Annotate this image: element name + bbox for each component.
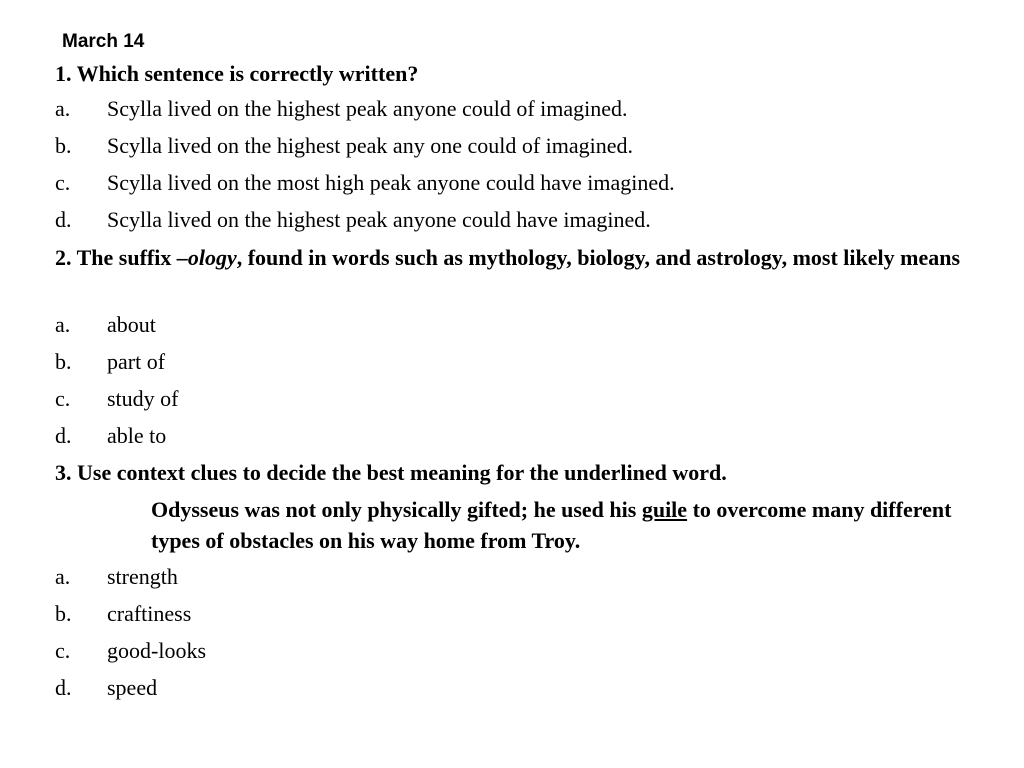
question-3-passage <box>151 494 1001 556</box>
option-text: speed <box>107 675 158 700</box>
option-text: good-looks <box>107 638 206 663</box>
option-text: Scylla lived on the most high peak anyone could have imagined. <box>107 170 675 195</box>
option-text: able to <box>107 423 167 448</box>
question-3-option-a <box>55 563 178 591</box>
prompt-text: , found in words such as mythology, biology, and astrology, most likely means <box>236 245 961 270</box>
option-text: about <box>107 312 156 337</box>
option-letter: d. <box>55 423 72 448</box>
option-letter: b. <box>55 601 72 626</box>
option-text: study of <box>107 386 179 411</box>
option-letter: c. <box>55 638 71 663</box>
suffix-term: –ology <box>176 245 237 270</box>
page-title: March 14 <box>62 31 145 52</box>
question-1-option-a <box>55 95 628 123</box>
option-letter: d. <box>55 207 72 232</box>
question-3-prompt: 3. Use context clues to decide the best meaning for the underlined word. <box>55 460 727 485</box>
option-text: strength <box>107 564 178 589</box>
question-1-option-c <box>55 169 675 197</box>
question-1-prompt: 1. Which sentence is correctly written? <box>55 61 419 86</box>
question-3-option-d <box>55 674 157 702</box>
option-letter: a. <box>55 96 71 121</box>
question-2-option-d <box>55 422 166 450</box>
option-text: Scylla lived on the highest peak anyone could have imagined. <box>107 207 651 232</box>
option-letter: a. <box>55 564 71 589</box>
question-1-option-b <box>55 132 633 160</box>
question-3-option-c <box>55 637 206 665</box>
option-letter: c. <box>55 386 71 411</box>
option-text: part of <box>107 349 166 374</box>
question-2-option-a <box>55 311 156 339</box>
option-letter: a. <box>55 312 71 337</box>
option-letter: c. <box>55 170 71 195</box>
prompt-text: 2. The suffix <box>55 245 177 270</box>
passage-text: to overcome many different types of obstacles on his way home from Troy. <box>151 497 952 553</box>
underlined-word: guile <box>641 497 688 522</box>
option-text: Scylla lived on the highest peak any one could of imagined. <box>107 133 634 158</box>
question-2-option-c <box>55 385 179 413</box>
question-2-prompt <box>55 242 1024 273</box>
option-text: Scylla lived on the highest peak anyone could of imagined. <box>107 96 628 121</box>
passage-text: Odysseus was not only physically gifted; he used his <box>151 497 642 522</box>
question-2-option-b <box>55 348 165 376</box>
option-letter: b. <box>55 349 72 374</box>
option-text: craftiness <box>107 601 192 626</box>
option-letter: b. <box>55 133 72 158</box>
question-3-option-b <box>55 600 191 628</box>
question-1-option-d <box>55 206 651 234</box>
option-letter: d. <box>55 675 72 700</box>
